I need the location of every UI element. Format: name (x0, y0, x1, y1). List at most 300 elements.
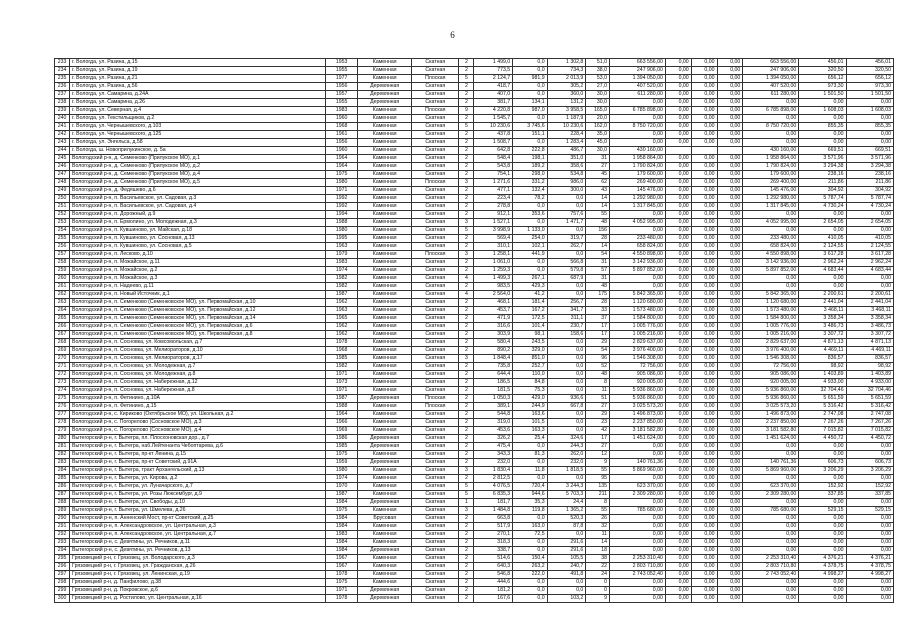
cell-total-cost: 0,00 (609, 211, 665, 219)
cell-floors: 2 (459, 419, 474, 427)
table-row (55, 83, 894, 91)
cell-roof-type: Скатная (412, 227, 459, 235)
cell-cost-fund-federal: 0,00 (665, 403, 691, 411)
cell-wall-material: Каменная (358, 123, 412, 131)
cell-total-cost: 2 803 710,80 (609, 563, 665, 571)
cell-total-cost: 3 142 936,00 (609, 259, 665, 267)
cell-residential-area: 936,6 (547, 395, 586, 403)
table-row (55, 531, 894, 539)
cell-floors: 2 (459, 259, 474, 267)
cell-cost-owners: 920 005,00 (743, 379, 799, 387)
cell-cost-fund-regional: 0,00 (691, 163, 717, 171)
cell-total-cost: 269 400,00 (609, 179, 665, 187)
cell-address: Вологодский р-н, п. Васильевское, ул. Садовая, д.4 (70, 203, 326, 211)
cell-address: Вологодский р-н, п. Лесково, д.10 (70, 251, 326, 259)
cell-residents: 29 (586, 411, 610, 419)
cell-cost-owners: 4 052 995,00 (743, 219, 799, 227)
cell-floors: 2 (459, 67, 474, 75)
cell-unit-cost: 3 206,29 (799, 467, 846, 475)
cell-year-built: 1977 (326, 75, 358, 83)
cell-cost-fund-federal: 0,00 (665, 491, 691, 499)
cell-address: Вытегорский р-н, п. Александровское, ул. Центральная, д.7 (70, 531, 326, 539)
cell-year-built: 1971 (326, 371, 358, 379)
cell-cost-owners: 1 292 980,00 (743, 195, 799, 203)
cell-common-area: 0,0 (513, 91, 547, 99)
cell-floors: 3 (459, 219, 474, 227)
cell-cost-fund-local: 0,00 (717, 107, 743, 115)
cell-address: Вытегорский р-н, г. Вытегра, наб.Лейтенанта Чебоптарева, д.6 (70, 443, 326, 451)
cell-cost-fund-federal: 0,00 (665, 531, 691, 539)
cell-row-number: 288 (55, 499, 70, 507)
cell-address: Вытегорский р-н, г. Вытегра, ул. Кирова, д.2 (70, 475, 326, 483)
cell-limit-cost: 0,00 (846, 475, 893, 483)
cell-cost-fund-regional: 0,00 (691, 387, 717, 395)
cell-cost-fund-local: 0,00 (717, 195, 743, 203)
cell-unit-cost: 2 200,61 (799, 291, 846, 299)
cell-roof-type: Скатная (412, 355, 459, 363)
cell-cost-owners: 1 394 050,00 (743, 75, 799, 83)
cell-unit-cost: 0,00 (799, 139, 846, 147)
cell-year-built: 1984 (326, 499, 358, 507)
cell-residential-area: 491,8 (547, 571, 586, 579)
cell-total-cost: 0,00 (609, 595, 665, 603)
cell-common-area: 0,0 (513, 59, 547, 67)
cell-total-cost: 1 005 216,00 (609, 331, 665, 339)
cell-cost-fund-federal: 0,00 (665, 347, 691, 355)
cell-unit-cost: 304,92 (799, 187, 846, 195)
cell-roof-type: Скатная (412, 387, 459, 395)
cell-total-area: 475,4 (474, 443, 513, 451)
cell-total-area: 546,8 (474, 571, 513, 579)
cell-wall-material: Каменная (358, 579, 412, 587)
cell-address: Грязовецкий р-н, д. Панфилово, д.38 (70, 579, 326, 587)
cell-floors: 2 (459, 131, 474, 139)
table-row (55, 587, 894, 595)
table-row (55, 115, 894, 123)
cell-cost-fund-local: 0,00 (717, 115, 743, 123)
cell-cost-owners: 0,00 (743, 515, 799, 523)
cell-residential-area: 10 230,6 (547, 123, 586, 131)
cell-cost-fund-local: 0,00 (717, 491, 743, 499)
cell-unit-cost: 0,00 (799, 275, 846, 283)
cell-cost-fund-federal: 0,00 (665, 171, 691, 179)
cell-total-area: 270,1 (474, 531, 513, 539)
table-row (55, 251, 894, 259)
cell-residents: 45,0 (586, 139, 610, 147)
cell-residents: 42 (586, 427, 610, 435)
cell-total-area: 326,2 (474, 435, 513, 443)
cell-year-built: 1980 (326, 227, 358, 235)
cell-roof-type: Скатная (412, 307, 459, 315)
cell-residential-area: 486,7 (547, 147, 586, 155)
cell-residents: 14 (586, 203, 610, 211)
cell-residents: 17 (586, 323, 610, 331)
cell-unit-cost: 2 962,24 (799, 259, 846, 267)
cell-residential-area: 0,0 (547, 411, 586, 419)
cell-cost-fund-regional: 0,00 (691, 59, 717, 67)
cell-row-number: 251 (55, 203, 70, 211)
cell-year-built: 1983 (326, 531, 358, 539)
cell-cost-fund-local: 0,00 (717, 131, 743, 139)
cell-residents: 20,0 (586, 115, 610, 123)
cell-unit-cost: 5 651,59 (799, 395, 846, 403)
cell-common-area: 119,8 (513, 507, 547, 515)
table-body (55, 59, 894, 603)
cell-residential-area: 986,0 (547, 179, 586, 187)
cell-cost-fund-regional: 0,00 (691, 411, 717, 419)
cell-row-number: 293 (55, 539, 70, 547)
cell-roof-type: Скатная (412, 475, 459, 483)
cell-floors: 4 (459, 275, 474, 283)
cell-residential-area: 262,0 (547, 451, 586, 459)
cell-cost-fund-regional: 0,00 (691, 427, 717, 435)
cell-wall-material: Каменная (358, 419, 412, 427)
cell-floors: 2 (459, 347, 474, 355)
cell-wall-material: Каменная (358, 75, 412, 83)
cell-wall-material: Каменная (358, 451, 412, 459)
cell-total-cost: 1 958 864,00 (609, 155, 665, 163)
table-row (55, 571, 894, 579)
cell-residents: 26 (586, 515, 610, 523)
table-row (55, 171, 894, 179)
cell-address: Вологодский р-н, п. Можайское, д.2 (70, 267, 326, 275)
cell-row-number: 267 (55, 331, 70, 339)
cell-wall-material: Деревянная (358, 499, 412, 507)
cell-address: Вологодский р-н, д. Семенково (Прилукское МО), д.1 (70, 155, 326, 163)
cell-cost-fund-local: 0,00 (717, 139, 743, 147)
cell-unit-cost: 3 294,38 (799, 163, 846, 171)
cell-floors: 2 (459, 379, 474, 387)
cell-total-cost: 0,00 (609, 499, 665, 507)
table-row (55, 355, 894, 363)
cell-common-area: 0,0 (513, 139, 547, 147)
cell-floors: 2 (459, 307, 474, 315)
cell-wall-material: Каменная (358, 339, 412, 347)
cell-floors: 2 (459, 595, 474, 603)
cell-common-area: 222,8 (513, 147, 547, 155)
cell-total-area: 1 050,3 (474, 395, 513, 403)
cell-cost-fund-regional: 0,00 (691, 451, 717, 459)
cell-cost-fund-regional: 0,00 (691, 283, 717, 291)
table-row (55, 291, 894, 299)
cell-roof-type: Скатная (412, 459, 459, 467)
cell-wall-material: Каменная (358, 475, 412, 483)
cell-cost-owners: 72 756,00 (743, 363, 799, 371)
cell-cost-owners: 2 237 850,00 (743, 419, 799, 427)
cell-total-area: 1 545,7 (474, 115, 513, 123)
cell-common-area: 101,4 (513, 323, 547, 331)
cell-year-built: 1978 (326, 339, 358, 347)
cell-row-number: 292 (55, 531, 70, 539)
cell-floors: 2 (459, 243, 474, 251)
cell-row-number: 281 (55, 443, 70, 451)
cell-unit-cost: 4 730,24 (799, 203, 846, 211)
cell-unit-cost: 836,57 (799, 355, 846, 363)
cell-total-area: 517,9 (474, 523, 513, 531)
cell-common-area: 243,5 (513, 339, 547, 347)
cell-common-area: 11,8 (513, 467, 547, 475)
cell-residential-area: 341,7 (547, 307, 586, 315)
cell-floors: 2 (459, 323, 474, 331)
cell-cost-fund-local: 0,00 (717, 227, 743, 235)
cell-wall-material: Каменная (358, 267, 412, 275)
cell-residential-area: 244,3 (547, 443, 586, 451)
cell-cost-fund-local: 0,00 (717, 379, 743, 387)
cell-floors: 2 (459, 99, 474, 107)
cell-floors: 2 (459, 203, 474, 211)
cell-year-built: 1994 (326, 211, 358, 219)
cell-cost-owners: 0,00 (743, 579, 799, 587)
cell-address: Вологодский р-н, д. Семенково (Прилукское МО), д.4 (70, 171, 326, 179)
cell-cost-fund-local: 0,00 (717, 451, 743, 459)
cell-residential-area: 579,8 (547, 267, 586, 275)
cell-floors: 5 (459, 123, 474, 131)
cell-cost-owners: 1 496 873,00 (743, 411, 799, 419)
cell-address: г. Вологда, ул. Разина, д.19 (70, 67, 326, 75)
cell-residents: 38,0 (586, 67, 610, 75)
cell-limit-cost: 456,01 (846, 59, 893, 67)
cell-roof-type: Скатная (412, 467, 459, 475)
cell-cost-fund-federal: 0,00 (665, 451, 691, 459)
table-row (55, 459, 894, 467)
cell-residents: 52 (586, 363, 610, 371)
cell-unit-cost: 3 307,72 (799, 331, 846, 339)
cell-cost-fund-local: 0,00 (717, 435, 743, 443)
cell-cost-owners: 611 280,00 (743, 91, 799, 99)
cell-common-area: 0,0 (513, 587, 547, 595)
table-row (55, 59, 894, 67)
cell-address: Вологодский р-н, п. Фетинино, д.10А (70, 395, 326, 403)
cell-residents: 22 (586, 563, 610, 571)
cell-limit-cost: 4 871,13 (846, 339, 893, 347)
cell-total-area: 1 499,3 (474, 275, 513, 283)
cell-cost-fund-regional: 0,00 (691, 323, 717, 331)
cell-residents: 37 (586, 315, 610, 323)
cell-common-area: 163,3 (513, 427, 547, 435)
cell-residents: 11 (586, 387, 610, 395)
cell-roof-type: Скатная (412, 283, 459, 291)
cell-cost-owners: 0,00 (743, 211, 799, 219)
cell-roof-type: Скатная (412, 291, 459, 299)
cell-cost-fund-regional: 0,00 (691, 443, 717, 451)
cell-common-area: 151,1 (513, 131, 547, 139)
cell-cost-owners: 5 842 365,00 (743, 291, 799, 299)
cell-year-built: 1978 (326, 571, 358, 579)
cell-address: Вытегорский р-н, п. Анненский Мост, пр-кт Советский, д.25 (70, 515, 326, 523)
cell-floors: 2 (459, 571, 474, 579)
cell-total-cost: 1 496 873,00 (609, 411, 665, 419)
cell-unit-cost: 0,00 (799, 499, 846, 507)
cell-residents: 32 (586, 523, 610, 531)
cell-wall-material: Каменная (358, 403, 412, 411)
cell-floors: 2 (459, 427, 474, 435)
cell-wall-material: Каменная (358, 211, 412, 219)
cell-cost-fund-federal: 0,00 (665, 371, 691, 379)
cell-limit-cost: 7 267,26 (846, 419, 893, 427)
cell-address: Вытегорский р-н, г. Вытегра, тракт Архангельский, д.13 (70, 467, 326, 475)
cell-cost-owners: 1 120 680,00 (743, 299, 799, 307)
cell-address: г. Вологда, ул. Текстильщиков, д.2 (70, 115, 326, 123)
cell-cost-fund-regional: 0,00 (691, 131, 717, 139)
cell-roof-type: Скатная (412, 547, 459, 555)
cell-roof-type: Скатная (412, 371, 459, 379)
cell-roof-type: Скатная (412, 99, 459, 107)
cell-total-area: 232,0 (474, 459, 513, 467)
cell-cost-fund-federal: 0,00 (665, 83, 691, 91)
cell-common-area: 0,0 (513, 579, 547, 587)
cell-roof-type: Скатная (412, 163, 459, 171)
cell-row-number: 235 (55, 75, 70, 83)
table-row (55, 155, 894, 163)
cell-cost-fund-federal: 0,00 (665, 203, 691, 211)
cell-cost-owners: 233 480,00 (743, 235, 799, 243)
table-row (55, 91, 894, 99)
cell-limit-cost: 0,00 (846, 539, 893, 547)
cell-total-area: 453,7 (474, 307, 513, 315)
cell-total-cost: 0,00 (609, 523, 665, 531)
cell-total-cost: 3 976 400,00 (609, 347, 665, 355)
cell-limit-cost: 3 617,28 (846, 251, 893, 259)
cell-residential-area: 103,2 (547, 595, 586, 603)
cell-cost-fund-local: 0,00 (717, 91, 743, 99)
cell-row-number: 289 (55, 507, 70, 515)
cell-total-cost: 2 743 052,40 (609, 571, 665, 579)
cell-unit-cost: 320,50 (799, 67, 846, 75)
cell-total-area: 3 998,9 (474, 227, 513, 235)
cell-roof-type: Скатная (412, 259, 459, 267)
cell-roof-type: Скатная (412, 427, 459, 435)
cell-address: Вологодский р-н, п. Семенково (Семенковское МО), ул. Первомайская, д.6 (70, 323, 326, 331)
cell-cost-owners: 2 803 710,80 (743, 563, 799, 571)
cell-cost-fund-regional: 0,00 (691, 363, 717, 371)
cell-unit-cost: 0,00 (799, 227, 846, 235)
cell-cost-fund-regional: 0,00 (691, 99, 717, 107)
cell-common-area: 163,0 (513, 523, 547, 531)
cell-residential-area: 1 471,7 (547, 219, 586, 227)
cell-floors: 2 (459, 83, 474, 91)
cell-unit-cost: 0,00 (799, 595, 846, 603)
cell-cost-fund-local: 0,00 (717, 387, 743, 395)
cell-total-area: 310,1 (474, 243, 513, 251)
cell-unit-cost: 5 787,74 (799, 195, 846, 203)
cell-wall-material: Брусовая (358, 515, 412, 523)
cell-cost-fund-federal: 0,00 (665, 443, 691, 451)
table-row (55, 315, 894, 323)
cell-year-built: 1953 (326, 59, 358, 67)
cell-total-cost: 145 476,00 (609, 187, 665, 195)
cell-cost-fund-federal: 0,00 (665, 99, 691, 107)
cell-cost-fund-regional: 0,00 (691, 579, 717, 587)
cell-common-area: 35,3 (513, 499, 547, 507)
cell-year-built: 1986 (326, 435, 358, 443)
cell-floors: 2 (459, 115, 474, 123)
cell-floors: 2 (459, 187, 474, 195)
cell-cost-fund-local: 0,00 (717, 395, 743, 403)
cell-wall-material: Каменная (358, 291, 412, 299)
cell-floors: 2 (459, 579, 474, 587)
cell-cost-fund-regional: 0,00 (691, 355, 717, 363)
cell-total-cost: 5 869 960,00 (609, 467, 665, 475)
cell-total-area: 735,8 (474, 363, 513, 371)
cell-unit-cost: 2 124,55 (799, 243, 846, 251)
cell-year-built: 1971 (326, 187, 358, 195)
cell-total-cost: 72 756,00 (609, 363, 665, 371)
cell-residential-area: 1 302,8 (547, 59, 586, 67)
cell-common-area: 981,9 (513, 75, 547, 83)
cell-residential-area: 291,6 (547, 539, 586, 547)
cell-cost-fund-local: 0,00 (717, 155, 743, 163)
cell-unit-cost: 606,73 (799, 459, 846, 467)
cell-cost-fund-federal: 0,00 (665, 267, 691, 275)
cell-cost-fund-federal: 0,00 (665, 539, 691, 547)
cell-roof-type: Скатная (412, 347, 459, 355)
cell-wall-material: Деревянная (358, 587, 412, 595)
cell-row-number: 266 (55, 323, 70, 331)
cell-wall-material: Каменная (358, 371, 412, 379)
cell-row-number: 285 (55, 475, 70, 483)
cell-cost-fund-regional: 0,00 (691, 267, 717, 275)
cell-address: Вологодский р-н, п. Фетинино, д.15 (70, 403, 326, 411)
cell-floors: 2 (459, 59, 474, 67)
cell-total-area: 1 271,6 (474, 179, 513, 187)
cell-residential-area: 358,6 (547, 163, 586, 171)
cell-year-built: 1975 (326, 579, 358, 587)
cell-cost-owners: 1 005 216,00 (743, 331, 799, 339)
cell-cost-fund-regional: 0,00 (691, 155, 717, 163)
cell-cost-fund-federal: 0,00 (665, 211, 691, 219)
cell-year-built: 1960 (326, 147, 358, 155)
cell-cost-fund-local: 0,00 (717, 539, 743, 547)
cell-address: Вытегорский р-н, г. Вытегра, ул. Шмелева, д.26 (70, 507, 326, 515)
cell-cost-fund-federal: 0,00 (665, 467, 691, 475)
cell-limit-cost: 0,00 (846, 499, 893, 507)
cell-unit-cost: 7 015,82 (799, 427, 846, 435)
cell-cost-fund-federal: 0,00 (665, 259, 691, 267)
cell-unit-cost: 3 571,96 (799, 155, 846, 163)
cell-roof-type: Скатная (412, 531, 459, 539)
cell-wall-material: Каменная (358, 307, 412, 315)
table-row (55, 547, 894, 555)
cell-wall-material: Каменная (358, 251, 412, 259)
cell-row-number: 260 (55, 275, 70, 283)
cell-cost-owners: 905 086,00 (743, 371, 799, 379)
table-row (55, 403, 894, 411)
cell-total-area: 316,6 (474, 323, 513, 331)
cell-floors: 2 (459, 547, 474, 555)
cell-unit-cost: 4 450,72 (799, 435, 846, 443)
cell-total-area: 444,6 (474, 579, 513, 587)
cell-address: Вологодский р-н, с. Кириково (Октябрьское МО), ул. Школьная, д.2 (70, 411, 326, 419)
cell-cost-fund-regional: 0,00 (691, 259, 717, 267)
cell-cost-owners: 0,00 (743, 531, 799, 539)
cell-total-area: 468,1 (474, 299, 513, 307)
cell-residents: 55 (586, 507, 610, 515)
cell-residential-area: 3 958,5 (547, 107, 586, 115)
cell-cost-fund-local: 0,00 (717, 323, 743, 331)
cell-year-built: 1973 (326, 379, 358, 387)
cell-cost-owners: 3 976 400,00 (743, 347, 799, 355)
cell-limit-cost: 2 200,61 (846, 291, 893, 299)
cell-cost-fund-local: 0,00 (717, 587, 743, 595)
cell-roof-type: Скатная (412, 187, 459, 195)
cell-common-area: 252,7 (513, 363, 547, 371)
cell-wall-material: Каменная (358, 235, 412, 243)
cell-roof-type: Скатная (412, 139, 459, 147)
cell-limit-cost: 4 469,11 (846, 347, 893, 355)
cell-residential-area: 667,8 (547, 403, 586, 411)
cell-roof-type: Скатная (412, 123, 459, 131)
cell-total-area: 890,2 (474, 347, 513, 355)
